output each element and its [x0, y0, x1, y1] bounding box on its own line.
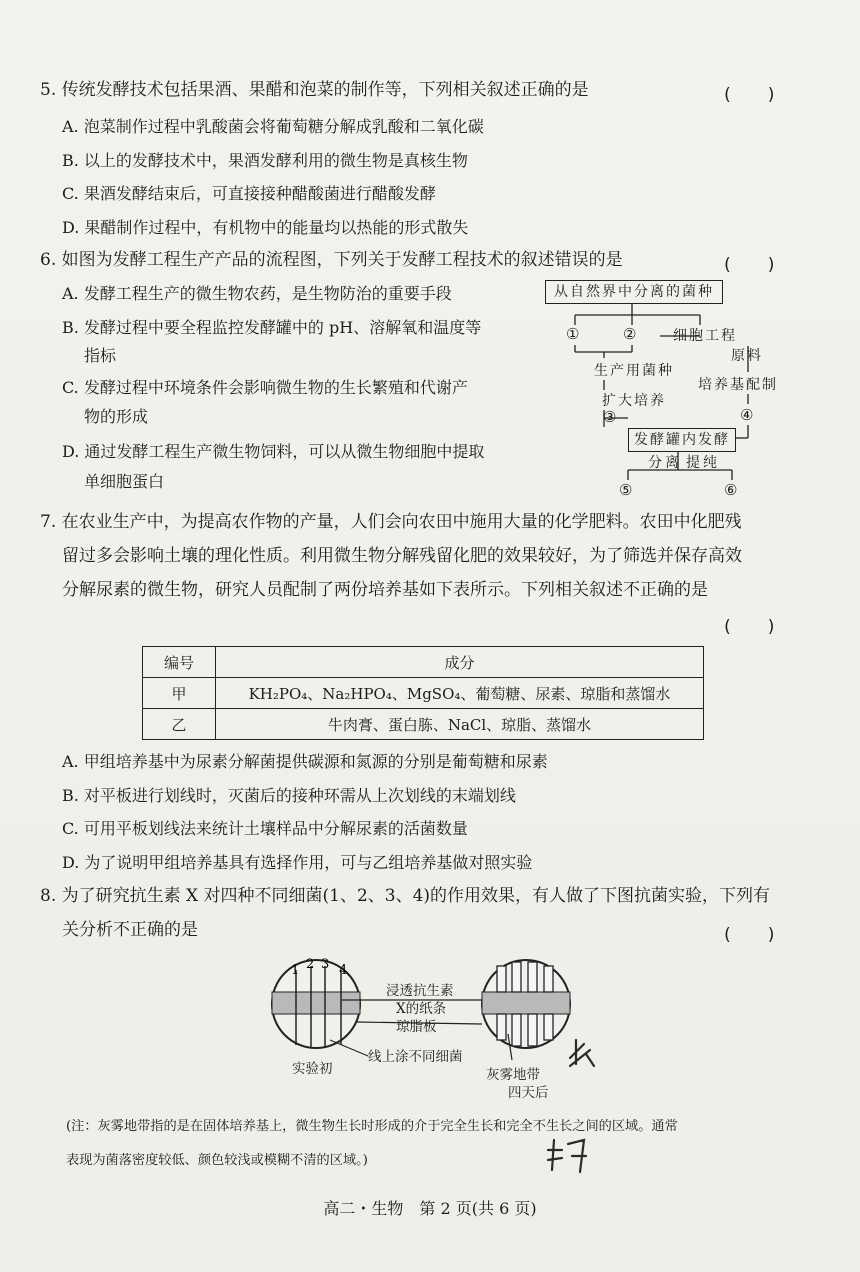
- flow-expand-culture: 扩大培养: [602, 393, 666, 409]
- label-antibiotic-strip-2: X的纸条: [396, 1001, 447, 1017]
- label-agar-plate: 琼脂板: [396, 1019, 437, 1035]
- flow-cell-engineering: 细胞工程: [673, 328, 737, 344]
- q6-option-b-cont: 指标: [84, 346, 117, 365]
- q5-answer-paren: ( ): [722, 85, 777, 105]
- q7-option-c: C. 可用平板划线法来统计土壤样品中分解尿素的活菌数量: [62, 819, 468, 838]
- flow-separation: 分离: [648, 455, 682, 471]
- flow-raw-material: 原料: [731, 348, 763, 364]
- table-header-id: 编号: [143, 647, 216, 678]
- page-footer: 高二・生物 第 2 页(共 6 页): [323, 1199, 537, 1218]
- q6-answer-paren: ( ): [722, 255, 777, 275]
- strain-number-4: 4: [339, 963, 348, 978]
- flow-circle-2: ②: [623, 325, 637, 343]
- table-cell-id: 乙: [143, 709, 216, 740]
- q6-option-d-cont: 单细胞蛋白: [84, 472, 165, 491]
- q6-option-b: B. 发酵过程中要全程监控发酵罐中的 pH、溶解氧和温度等: [62, 318, 482, 337]
- q7-answer-paren: ( ): [722, 617, 777, 637]
- strain-number-2: 2: [306, 957, 315, 972]
- q7-stem-line3: 分解尿素的微生物，研究人员配制了两份培养基如下表所示。下列相关叙述不正确的是: [62, 580, 708, 600]
- table-cell-components: KH₂PO₄、Na₂HPO₄、MgSO₄、葡萄糖、尿素、琼脂和蒸馏水: [216, 678, 704, 709]
- q5-option-d: D. 果醋制作过程中，有机物中的能量均以热能的形式散失: [62, 218, 469, 237]
- label-fog-zone: 灰雾地带: [486, 1067, 540, 1083]
- label-bacteria-lines: 线上涂不同细菌: [368, 1049, 463, 1065]
- label-initial: 实验初: [292, 1061, 333, 1077]
- q5-option-c: C. 果酒发酵结束后，可直接接种醋酸菌进行醋酸发酵: [62, 184, 436, 203]
- flow-source-box: 从自然界中分离的菌种: [545, 280, 723, 304]
- q8-answer-paren: ( ): [722, 925, 777, 945]
- q6-option-c-cont: 物的形成: [84, 407, 149, 426]
- q6-option-c: C. 发酵过程中环境条件会影响微生物的生长繁殖和代谢产: [62, 378, 468, 397]
- flow-circle-1: ①: [566, 325, 580, 343]
- table-header-components: 成分: [216, 647, 704, 678]
- q8-stem-line1: 8. 为了研究抗生素 X 对四种不同细菌(1、2、3、4)的作用效果，有人做了下图抗菌实验，下列有: [40, 886, 771, 906]
- q8-note-line1: (注：灰雾地带指的是在固体培养基上，微生物生长时形成的介于完全生长和完全不生长之间的区域。通常: [66, 1119, 678, 1134]
- flow-circle-5: ⑤: [619, 481, 633, 499]
- q6-stem: 6. 如图为发酵工程生产产品的流程图，下列关于发酵工程技术的叙述错误的是: [40, 250, 623, 270]
- flow-fermenter-box: 发酵罐内发酵: [628, 428, 736, 452]
- label-four-days-later: 四天后: [508, 1085, 549, 1101]
- q7-option-a: A. 甲组培养基中为尿素分解菌提供碳源和氮源的分别是葡萄糖和尿素: [62, 752, 548, 771]
- q5-stem: 5. 传统发酵技术包括果酒、果醋和泡菜的制作等，下列相关叙述正确的是: [40, 80, 589, 100]
- flow-circle-6: ⑥: [724, 481, 738, 499]
- flow-purification: 提纯: [686, 455, 720, 471]
- label-antibiotic-strip-1: 浸透抗生素: [386, 983, 454, 999]
- flow-production-strain: 生产用菌种: [594, 363, 674, 379]
- flow-medium-prep: 培养基配制: [698, 377, 778, 393]
- strain-number-1: 1: [291, 963, 300, 978]
- q5-option-b: B. 以上的发酵技术中，果酒发酵利用的微生物是真核生物: [62, 151, 468, 170]
- q5-option-a: A. 泡菜制作过程中乳酸菌会将葡萄糖分解成乳酸和二氧化碳: [62, 117, 484, 136]
- q7-option-d: D. 为了说明甲组培养基具有选择作用，可与乙组培养基做对照实验: [62, 853, 533, 872]
- q8-note-line2: 表现为菌落密度较低、颜色较浅或模糊不清的区域。): [66, 1153, 368, 1168]
- q8-stem-line2: 关分析不正确的是: [62, 920, 198, 940]
- flow-circle-3: ③: [603, 408, 617, 426]
- flow-circle-4: ④: [740, 406, 754, 424]
- q6-option-d: D. 通过发酵工程生产微生物饲料，可以从微生物细胞中提取: [62, 442, 485, 461]
- q7-option-b: B. 对平板进行划线时，灭菌后的接种环需从上次划线的末端划线: [62, 786, 516, 805]
- q6-option-a: A. 发酵工程生产的微生物农药，是生物防治的重要手段: [62, 284, 452, 303]
- table-cell-id: 甲: [143, 678, 216, 709]
- table-cell-components: 牛肉膏、蛋白胨、NaCl、琼脂、蒸馏水: [216, 709, 704, 740]
- q7-stem-line2: 留过多会影响土壤的理化性质。利用微生物分解残留化肥的效果较好，为了筛选并保存高效: [62, 546, 742, 566]
- strain-number-3: 3: [321, 957, 330, 972]
- q7-stem-line1: 7. 在农业生产中，为提高农作物的产量，人们会向农田中施用大量的化学肥料。农田中化肥残: [40, 512, 742, 532]
